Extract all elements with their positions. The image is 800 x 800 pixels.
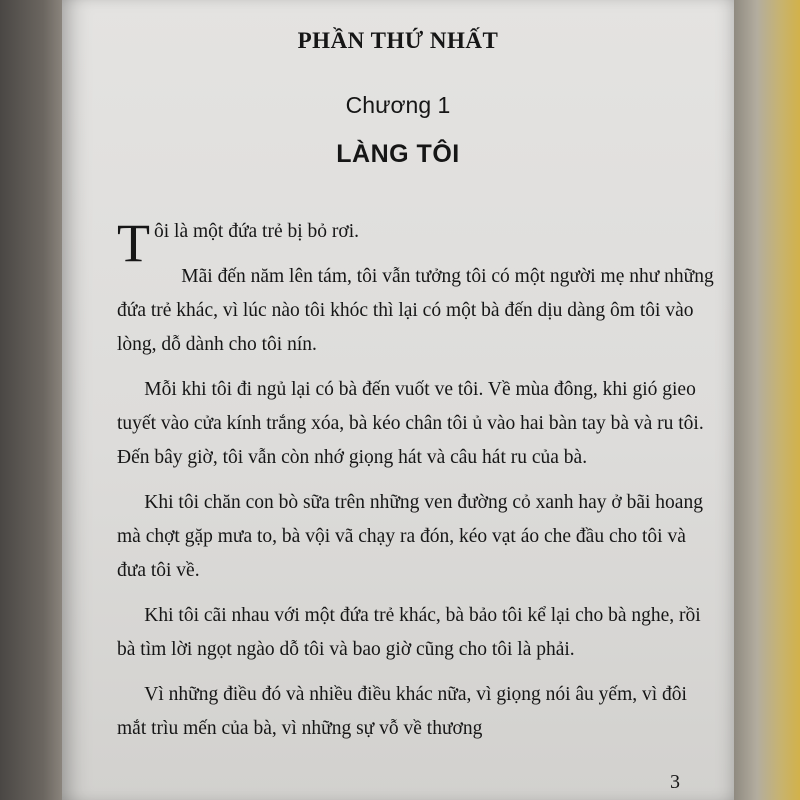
chapter-label: Chương 1 xyxy=(345,92,451,118)
paragraph-4: Khi tôi chăn con bò sữa trên những ven đường cỏ xanh hay ở bãi hoang mà chợt gặp mưa to, bà vội vã chạy ra đón, kéo vạt áo che đầu cho tôi và đưa tôi về. xyxy=(117,492,703,581)
paragraph-2: Mãi đến năm lên tám, tôi vẫn tưởng tôi có một người mẹ như những đứa trẻ khác, vì lúc nào tôi khóc thì lại có một bà đến dịu dàng ôm tôi vào lòng, dỗ dành cho tôi nín. xyxy=(117,266,714,355)
body-text xyxy=(117,215,717,757)
paragraph-1 xyxy=(117,213,717,273)
book-page xyxy=(62,0,734,800)
paragraph-6: Vì những điều đó và nhiều điều khác nữa, vì giọng nói âu yếm, vì đôi mắt trìu mến của bà, vì những sự vỗ về thương xyxy=(117,684,687,739)
book-page-edges xyxy=(734,0,800,800)
facing-page-edge xyxy=(0,0,62,800)
paragraph-1-text: ôi là một đứa trẻ bị bỏ rơi. xyxy=(154,221,360,242)
paragraph-3: Mỗi khi tôi đi ngủ lại có bà đến vuốt ve tôi. Về mùa đông, khi gió gieo tuyết vào cửa kính trắng xóa, bà kéo chân tôi ủ vào hai bàn tay bà và ru tôi. Đến bây giờ, tôi vẫn còn nhớ giọng hát và câu hát ru của bà. xyxy=(117,379,704,468)
part-title: PHẦN THỨ NHẤT xyxy=(297,28,499,53)
chapter-title: LÀNG TÔI xyxy=(336,140,460,168)
drop-cap: T xyxy=(117,213,150,273)
page-number: 3 xyxy=(670,771,680,793)
paragraph-5: Khi tôi cãi nhau với một đứa trẻ khác, bà bảo tôi kể lại cho bà nghe, rồi bà tìm lời ngọt ngào dỗ tôi và bao giờ cũng cho tôi là phải. xyxy=(117,605,701,660)
